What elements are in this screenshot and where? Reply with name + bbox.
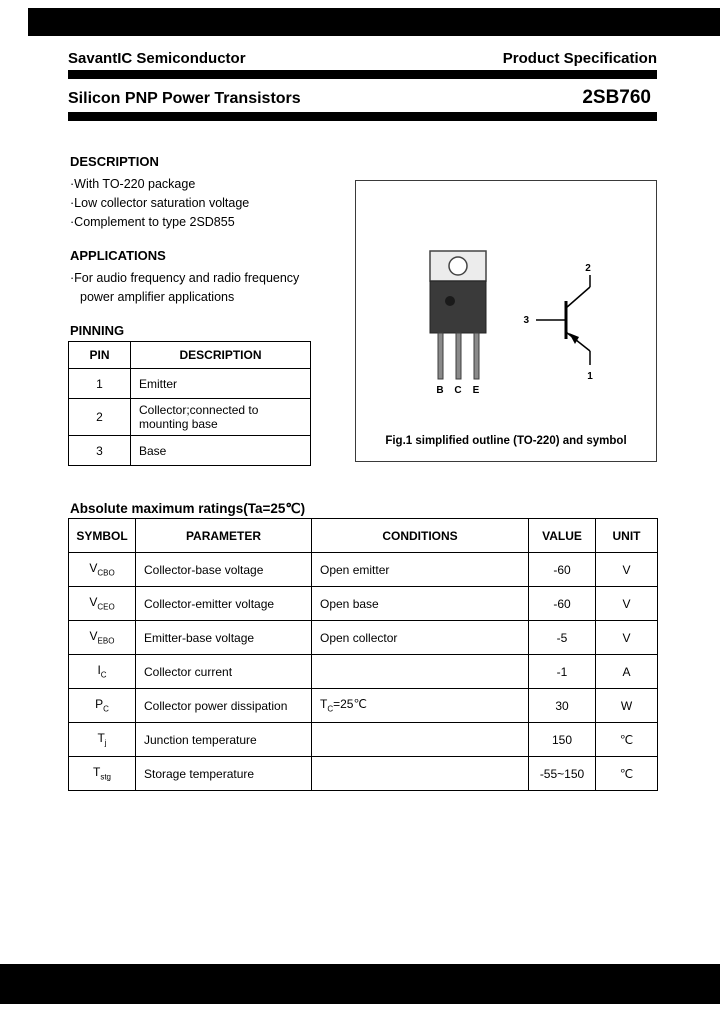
description-section bbox=[70, 154, 350, 232]
pin-description: Collector;connected to mounting base bbox=[131, 399, 311, 436]
description-item: ·With TO-220 package bbox=[70, 177, 196, 191]
page-header bbox=[68, 50, 657, 67]
title-row bbox=[68, 87, 657, 109]
package-pin-c-label: C bbox=[454, 385, 462, 396]
pinning-header-row bbox=[69, 342, 311, 369]
header-rule bbox=[68, 70, 657, 79]
rating-symbol: $P_C$ bbox=[69, 689, 136, 723]
pin-number: 1 bbox=[69, 369, 131, 399]
description-heading: DESCRIPTION bbox=[70, 154, 159, 169]
table-row bbox=[69, 587, 658, 621]
symbol-pin-1-label: 1 bbox=[587, 371, 593, 382]
ratings-table bbox=[68, 518, 658, 791]
rating-parameter: Collector current bbox=[136, 655, 312, 689]
to220-and-symbol-drawing bbox=[356, 181, 656, 421]
pin-description: Base bbox=[131, 436, 311, 466]
table-row bbox=[69, 689, 658, 723]
rating-parameter: Collector-emitter voltage bbox=[136, 587, 312, 621]
title-rule bbox=[68, 112, 657, 121]
rating-unit: ℃ bbox=[596, 723, 658, 757]
rating-symbol: $T_j$ bbox=[69, 723, 136, 757]
rating-unit: V bbox=[596, 553, 658, 587]
pin-number: 3 bbox=[69, 436, 131, 466]
rating-parameter: Storage temperature bbox=[136, 757, 312, 791]
doc-type-label: Product Specification bbox=[502, 50, 657, 67]
description-item: ·Low collector saturation voltage bbox=[70, 196, 250, 210]
pnp-transistor-symbol-icon bbox=[523, 263, 593, 382]
rating-unit: V bbox=[596, 587, 658, 621]
rating-symbol: $I_C$ bbox=[69, 655, 136, 689]
rating-value: -60 bbox=[529, 587, 596, 621]
table-row bbox=[69, 553, 658, 587]
pinning-col-pin: PIN bbox=[69, 342, 131, 369]
rating-unit: W bbox=[596, 689, 658, 723]
description-item: ·Complement to type 2SD855 bbox=[70, 215, 235, 229]
page-bottom-border bbox=[0, 964, 720, 1004]
table-row bbox=[69, 723, 658, 757]
company-name: SavantIC Semiconductor bbox=[68, 50, 246, 67]
rating-value: 150 bbox=[529, 723, 596, 757]
rating-parameter: Emitter-base voltage bbox=[136, 621, 312, 655]
rating-conditions: Open base bbox=[312, 587, 529, 621]
table-row bbox=[69, 369, 311, 399]
table-row bbox=[69, 436, 311, 466]
rating-unit: V bbox=[596, 621, 658, 655]
part-number: 2SB760 bbox=[582, 87, 651, 108]
pinning-table bbox=[68, 341, 311, 466]
document-title: Silicon PNP Power Transistors bbox=[68, 90, 301, 107]
rating-symbol: $T_{stg}$ bbox=[69, 757, 136, 791]
col-conditions: CONDITIONS bbox=[312, 519, 529, 553]
col-parameter: PARAMETER bbox=[136, 519, 312, 553]
ratings-header-row bbox=[69, 519, 658, 553]
rating-unit: ℃ bbox=[596, 757, 658, 791]
pinning-heading: PINNING bbox=[70, 323, 125, 338]
rating-conditions: Open emitter bbox=[312, 553, 529, 587]
col-value: VALUE bbox=[529, 519, 596, 553]
symbol-pin-2-label: 2 bbox=[585, 263, 591, 274]
symbol-pin-3-label: 3 bbox=[523, 315, 529, 326]
rating-parameter: Collector power dissipation bbox=[136, 689, 312, 723]
table-row bbox=[69, 655, 658, 689]
applications-section bbox=[70, 248, 350, 307]
table-row bbox=[69, 621, 658, 655]
rating-conditions bbox=[312, 723, 529, 757]
package-pin-b-label: B bbox=[436, 385, 444, 396]
table-row bbox=[69, 757, 658, 791]
rating-symbol: $V_{EBO}$ bbox=[69, 621, 136, 655]
rating-unit: A bbox=[596, 655, 658, 689]
rating-value: -5 bbox=[529, 621, 596, 655]
rating-value: -60 bbox=[529, 553, 596, 587]
pin-description: Emitter bbox=[131, 369, 311, 399]
page-top-border bbox=[28, 8, 720, 36]
table-row bbox=[69, 399, 311, 436]
col-unit: UNIT bbox=[596, 519, 658, 553]
figure-1 bbox=[355, 180, 657, 462]
rating-symbol: $V_{CBO}$ bbox=[69, 553, 136, 587]
rating-value: -1 bbox=[529, 655, 596, 689]
rating-parameter: Collector-base voltage bbox=[136, 553, 312, 587]
rating-symbol: $V_{CEO}$ bbox=[69, 587, 136, 621]
rating-conditions: $T_C=25℃$ bbox=[312, 689, 529, 723]
package-pin-e-label: E bbox=[472, 385, 480, 396]
rating-conditions bbox=[312, 757, 529, 791]
col-symbol: SYMBOL bbox=[69, 519, 136, 553]
figure-caption: Fig.1 simplified outline (TO-220) and symbol bbox=[385, 435, 627, 447]
rating-value: 30 bbox=[529, 689, 596, 723]
rating-parameter: Junction temperature bbox=[136, 723, 312, 757]
pin-number: 2 bbox=[69, 399, 131, 436]
applications-item: ·For audio frequency and radio frequency bbox=[70, 271, 300, 285]
applications-heading: APPLICATIONS bbox=[70, 248, 166, 263]
ratings-heading: Absolute maximum ratings(Ta=25℃) bbox=[70, 501, 306, 516]
rating-conditions: Open collector bbox=[312, 621, 529, 655]
rating-conditions bbox=[312, 655, 529, 689]
rating-value: -55~150 bbox=[529, 757, 596, 791]
to220-package-icon bbox=[430, 251, 486, 396]
applications-item-cont: power amplifier applications bbox=[80, 290, 235, 304]
pinning-col-description: DESCRIPTION bbox=[131, 342, 311, 369]
